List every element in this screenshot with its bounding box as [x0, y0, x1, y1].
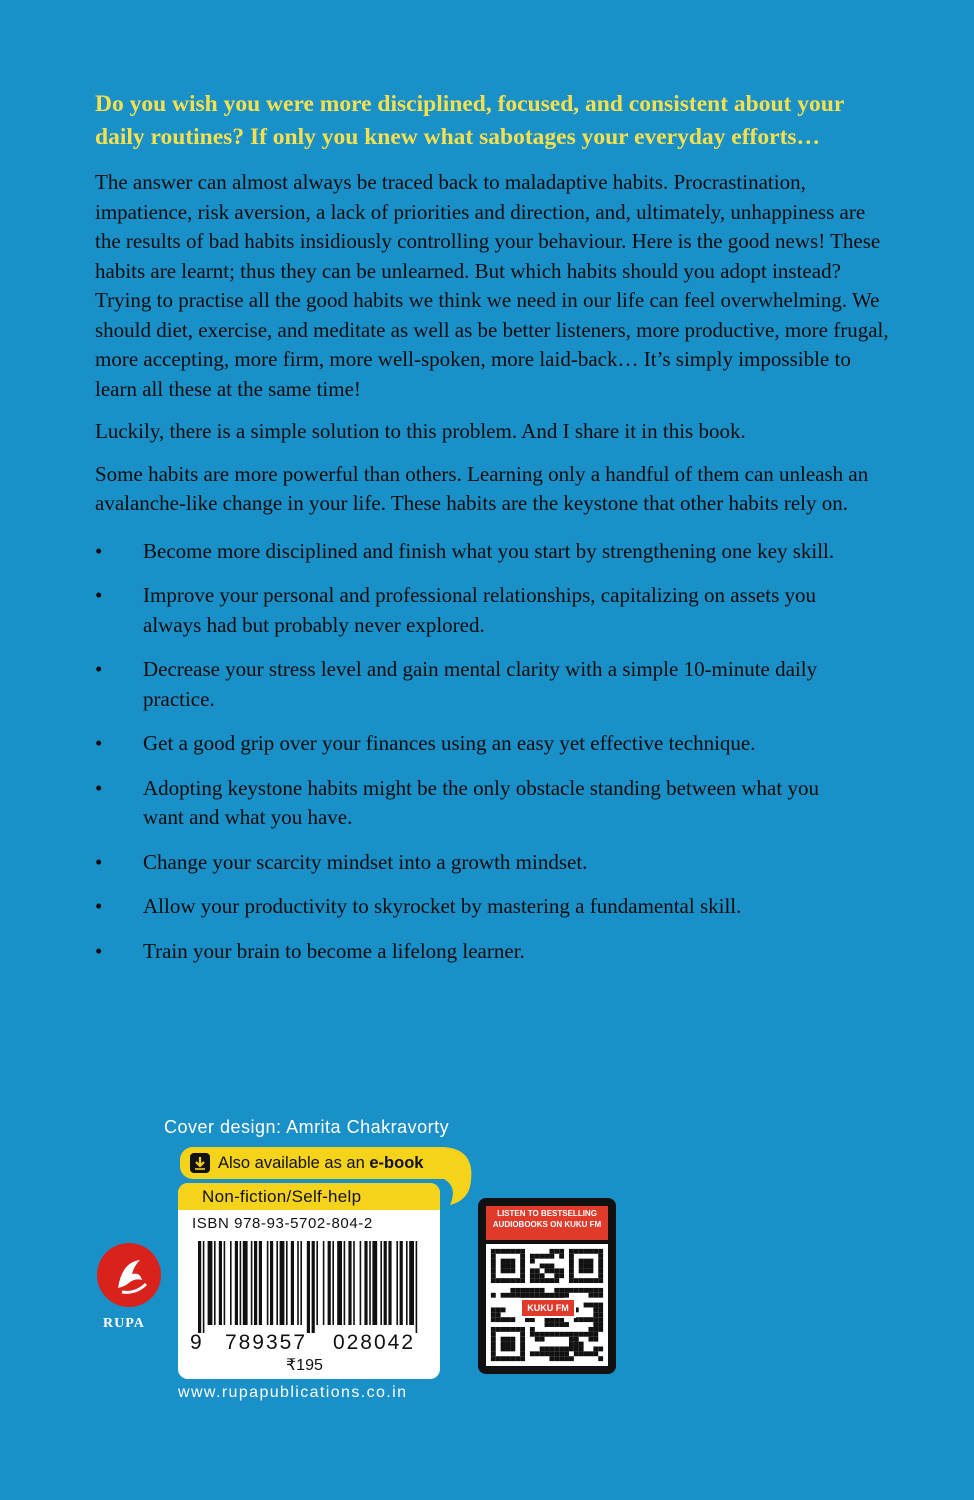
- list-item-text: Improve your personal and professional relationships, capitalizing on assets you always had but probably never explored.: [143, 583, 817, 637]
- bullet-marker: •: [95, 849, 103, 874]
- ebook-prefix: Also available as an: [218, 1153, 370, 1172]
- bullet-marker: •: [95, 894, 103, 918]
- bullet-marker: •: [95, 938, 103, 963]
- bullet-marker: •: [95, 775, 103, 800]
- list-item-text: Become more disciplined and finish what you start by strengthening one key skill.: [143, 538, 835, 563]
- benefit-list: [95, 537, 895, 967]
- bullet-marker: •: [95, 583, 103, 607]
- list-item: [95, 937, 895, 967]
- list-item: [95, 581, 895, 640]
- website-url: www.rupapublications.co.in: [178, 1384, 408, 1401]
- cover-credit: Cover design: Amrita Chakravorty: [164, 1117, 450, 1137]
- rupa-logo-icon: [96, 1242, 162, 1308]
- list-item: [95, 537, 895, 567]
- kuku-fm-badge: KUKU FM: [520, 1298, 576, 1318]
- list-item: [95, 774, 895, 833]
- list-item-text: Allow your productivity to skyrocket by mastering a fundamental skill.: [143, 894, 742, 918]
- qr-banner: LISTEN TO BESTSELLING AUDIOBOOKS ON KUKU FM: [486, 1206, 608, 1240]
- list-item-text: Adopting keystone habits might be the only obstacle standing between what you want and what you have.: [143, 775, 819, 829]
- list-item-text: Train your brain to become a lifelong learner.: [143, 938, 525, 963]
- list-item-text: Decrease your stress level and gain mental clarity with a simple 10-minute daily practice.: [143, 657, 818, 711]
- publisher-name: RUPA: [103, 1316, 145, 1331]
- download-icon: [190, 1153, 210, 1173]
- paragraph-2: Luckily, there is a simple solution to this problem. And I share it in this book.: [95, 419, 746, 443]
- bullet-marker: •: [95, 538, 103, 563]
- barcode-image: [198, 1241, 420, 1333]
- ebook-badge: [180, 1147, 452, 1179]
- list-item: [95, 892, 895, 922]
- ean-first-digit: 9: [190, 1331, 202, 1354]
- paragraph-1: The answer can almost always be traced back to maladaptive habits. Procrastination, impatience, risk aversion, a lack of priorities and direction, and, ultimately, unhappiness are the results of bad habits insidiously controlling your behaviour. Here is the good news! These habits are learnt; thus they can be unlearned. But which habits should you adopt instead? Trying to practise all the good habits we think we need in our life can feel overwhelming. We should diet, exercise, and meditate as well as be better listeners, more productive, more frugal, more accepting, more firm, more well-spoken, more laid-back… It’s simply impossible to learn all these at the same time!: [95, 170, 889, 401]
- ean-digits: [190, 1331, 430, 1355]
- blurb: [95, 88, 895, 981]
- genre-label: Non-fiction/Self-help: [178, 1183, 440, 1210]
- ean-right-group: 028042: [332, 1331, 416, 1354]
- list-item: [95, 848, 895, 878]
- tagline: Do you wish you were more disciplined, focused, and consistent about your daily routines? If only you knew what sabotages your everyday efforts…: [95, 91, 844, 150]
- isbn-text: ISBN 978-93-5702-804-2: [192, 1215, 373, 1232]
- price-label: ₹195: [286, 1357, 323, 1374]
- kuku-fm-qr-panel: [478, 1198, 616, 1374]
- barcode-panel: [178, 1183, 440, 1379]
- list-item: [95, 729, 895, 759]
- list-item: [95, 655, 895, 714]
- list-item-text: Get a good grip over your finances using an easy yet effective technique.: [143, 731, 756, 755]
- paragraph-3: Some habits are more powerful than others. Learning only a handful of them can unleash an avalanche-like change in your life. These habits are the keystone that other habits rely on.: [95, 461, 869, 515]
- ebook-label: [218, 1154, 423, 1173]
- bullet-marker: •: [95, 731, 103, 755]
- ebook-emphasis: e-book: [369, 1153, 424, 1172]
- list-item-text: Change your scarcity mindset into a growth mindset.: [143, 849, 588, 874]
- bullet-marker: •: [95, 657, 103, 681]
- ean-left-group: 789357: [224, 1331, 308, 1354]
